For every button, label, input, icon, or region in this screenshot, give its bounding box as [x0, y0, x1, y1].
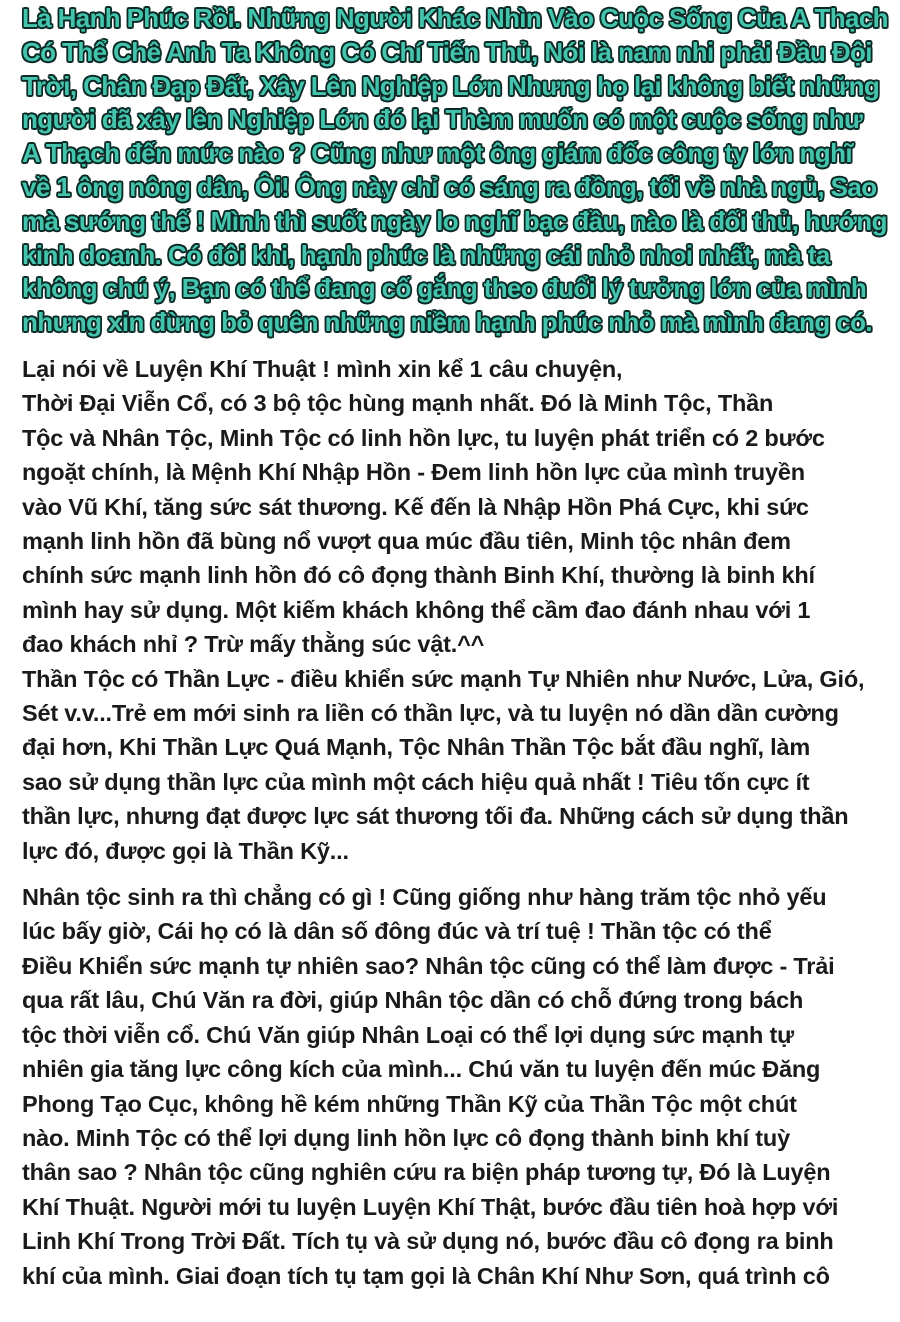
text-line: qua rất lâu, Chú Văn ra đời, giúp Nhân tộc dần có chỗ đứng trong bách — [22, 987, 804, 1014]
text-line: thần lực, nhưng đạt được lực sát thương tối đa. Những cách sử dụng thần — [22, 803, 849, 830]
text-line: đại hơn, Khi Thần Lực Quá Mạnh, Tộc Nhân Thần Tộc bắt đầu nghĩ, làm — [22, 734, 811, 761]
text-line: ngoặt chính, là Mệnh Khí Nhập Hồn - Đem linh hồn lực của mình truyền — [22, 459, 805, 486]
intro-paragraph — [12, 2, 888, 340]
text-line: Nhân tộc sinh ra thì chẳng có gì ! Cũng giống như hàng trăm tộc nhỏ yếu — [22, 884, 827, 911]
text-line: Điều Khiển sức mạnh tự nhiên sao? Nhân tộc cũng có thể làm được - Trải — [22, 952, 835, 979]
text-line: tộc thời viễn cổ. Chú Văn giúp Nhân Loại có thể lợi dụng sức mạnh tự — [22, 1021, 794, 1048]
text-line: đao khách nhỉ ? Trừ mấy thằng súc vật.^^ — [22, 631, 485, 658]
text-line: Tộc và Nhân Tộc, Minh Tộc có linh hồn lực, tu luyện phát triển có 2 bước — [22, 424, 825, 451]
text-line: thân sao ? Nhân tộc cũng nghiên cứu ra biện pháp tương tự, Đó là Luyện — [22, 1159, 831, 1186]
intro-line: Là Hạnh Phúc Rồi. Những Người Khác Nhìn Vào Cuộc Sống Của A Thạch — [22, 3, 888, 33]
intro-line: A Thạch đến mức nào ? Cũng như một ông giám đốc công ty lớn nghĩ — [22, 138, 852, 169]
intro-line: mà sướng thế ! Mình thì suốt ngày lo nghĩ bạc đầu, nào là đối thủ, hướng — [22, 205, 887, 236]
text-line: lực đó, được gọi là Thần Kỹ... — [22, 837, 349, 864]
text-line: Khí Thuật. Người mới tu luyện Luyện Khí Thật, bước đầu tiên hoà hợp với — [22, 1193, 839, 1220]
text-line: sao sử dụng thần lực của mình một cách hiệu quả nhất ! Tiêu tốn cực ít — [22, 768, 810, 795]
paragraph-than-toc — [12, 662, 888, 868]
intro-line: nhưng xin đừng bỏ quên những niềm hạnh phúc nhỏ mà mình đang có. — [22, 307, 873, 338]
text-line: nhiên gia tăng lực công kích của mình... Chú văn tu luyện đến múc Đăng — [22, 1056, 821, 1083]
text-line: Thời Đại Viễn Cổ, có 3 bộ tộc hùng mạnh nhất. Đó là Minh Tộc, Thần — [22, 390, 774, 417]
intro-line: không chú ý, Bạn có thể đang cố gắng theo đuổi lý tưởng lớn của mình — [22, 273, 867, 304]
intro-line: người đã xây lên Nghiệp Lớn đó lại Thèm muốn có một cuộc sống như — [22, 104, 863, 135]
intro-line: kinh doanh. Có đôi khi, hạnh phúc là những cái nhỏ nhoi nhất, mà ta — [22, 239, 830, 270]
text-line: Thần Tộc có Thần Lực - điều khiển sức mạnh Tự Nhiên như Nước, Lửa, Gió, — [22, 665, 865, 692]
text-line: lúc bấy giờ, Cái họ có là dân số đông đúc và trí tuệ ! Thần tộc có thể — [22, 918, 772, 945]
paragraph-minh-toc — [12, 352, 888, 662]
text-line: mình hay sử dụng. Một kiếm khách không thể cầm đao đánh nhau với 1 — [22, 596, 811, 623]
text-line: Phong Tạo Cục, không hề kém những Thần Kỹ của Thần Tộc một chút — [22, 1090, 797, 1117]
text-line: Sét v.v...Trẻ em mới sinh ra liền có thần lực, và tu luyện nó dần dần cường — [22, 700, 839, 727]
intro-line: Trời, Chân Đạp Đất, Xây Lên Nghiệp Lớn Nhưng họ lại không biết những — [22, 70, 880, 101]
text-line: chính sức mạnh linh hồn đó cô đọng thành Binh Khí, thường là binh khí — [22, 562, 815, 589]
intro-line: Có Thể Chê Anh Ta Không Có Chí Tiến Thủ, Nói là nam nhi phải Đầu Đội — [22, 36, 872, 67]
text-line: khí của mình. Giai đoạn tích tụ tạm gọi là Chân Khí Như Sơn, quá trình cô — [22, 1262, 830, 1289]
intro-line: về 1 ông nông dân, Ôi! Ông này chỉ có sáng ra đồng, tối về nhà ngủ, Sao — [22, 171, 877, 202]
text-line: Lại nói về Luyện Khí Thuật ! mình xin kể 1 câu chuyện, — [22, 355, 623, 382]
text-line: mạnh linh hồn đã bùng nổ vượt qua múc đầu tiên, Minh tộc nhân đem — [22, 528, 791, 554]
paragraph-nhan-toc — [12, 880, 888, 1293]
text-line: vào Vũ Khí, tăng sức sát thương. Kế đến là Nhập Hồn Phá Cực, khi sức — [22, 493, 809, 520]
text-line: nào. Minh Tộc có thể lợi dụng linh hồn lực cô đọng thành binh khí tuỳ — [22, 1124, 790, 1151]
text-line: Linh Khí Trong Trời Đất. Tích tụ và sử dụng nó, bước đầu cô đọng ra binh — [22, 1228, 834, 1255]
